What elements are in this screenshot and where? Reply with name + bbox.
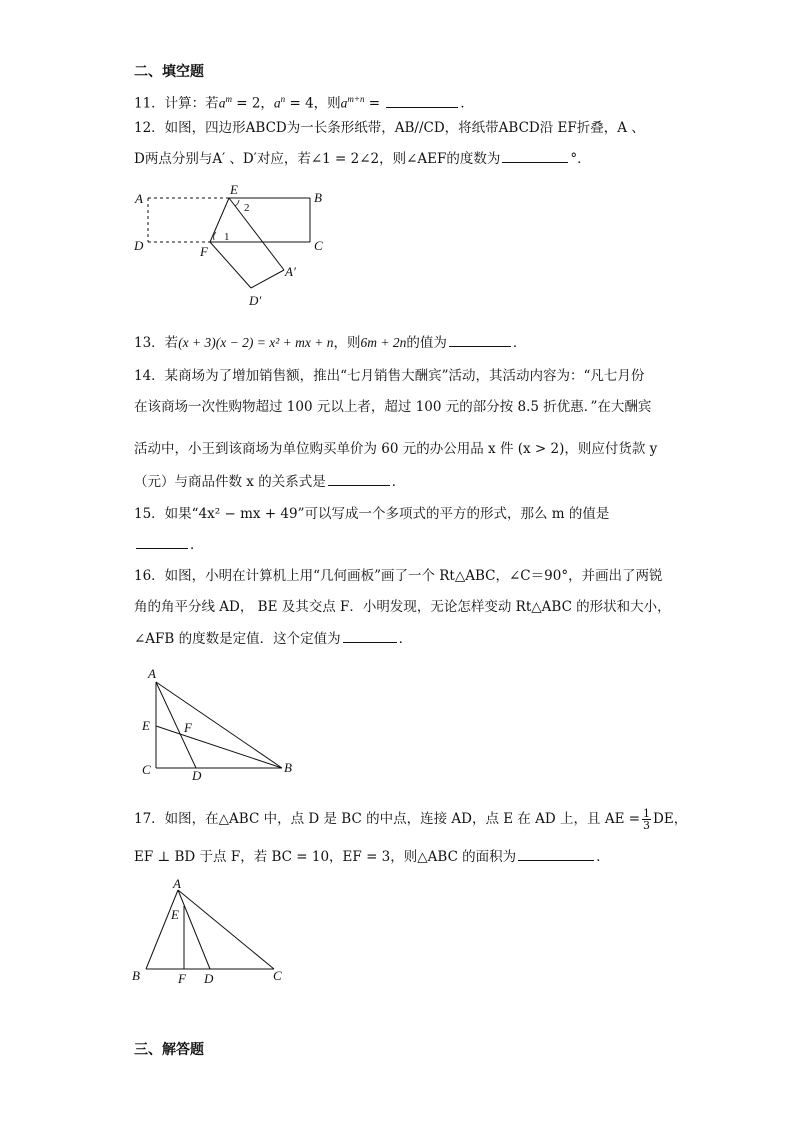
- q16-fig-bisector-be: [156, 726, 282, 768]
- q17-text-1: 17．如图，在△ABC 中，点 D 是 BC 的中点，连接 AD，点 E 在 AD 上，且 AE =: [134, 811, 641, 827]
- question-15-line-2: [134, 534, 204, 555]
- q17-fraction-denominator: 3: [643, 819, 651, 832]
- q17-answer-blank[interactable]: [518, 846, 594, 861]
- q12-text: D两点分别与A′ 、D′对应，若∠1 = 2∠2，则∠AEF的度数为: [134, 151, 501, 167]
- q16-answer-blank[interactable]: [343, 628, 397, 643]
- question-15-line-1: 15．如果“4x² − mx + 49”可以写成一个多项式的平方的形式，那么 m 的值是: [134, 506, 610, 522]
- q11-suffix: ．: [460, 95, 474, 112]
- q15-answer-blank[interactable]: [136, 534, 188, 549]
- question-11: [134, 89, 474, 114]
- q12-fig-label-c: C: [314, 238, 323, 253]
- q13-prefix: 13．若: [134, 335, 179, 351]
- q12-figure: [130, 180, 350, 310]
- question-13: [134, 332, 526, 353]
- q16-figure: [130, 662, 310, 782]
- q16-fig-label-e: E: [142, 718, 150, 733]
- q17-fig-label-c: C: [273, 968, 282, 983]
- question-14-line-3: 活动中，小王到该商场为单位购买单价为 60 元的办公用品 x 件 (x > 2)，则应付货款 y: [134, 441, 658, 457]
- q17-figure: [128, 876, 298, 991]
- q11-exp-mn: m+n: [347, 94, 365, 104]
- q14-suffix: ．: [391, 474, 406, 490]
- q16-fig-label-f: F: [184, 720, 192, 735]
- q12-suffix: °．: [570, 151, 591, 167]
- q11-exp-n: n: [280, 94, 286, 104]
- q12-fig-label-angle-1: 1: [224, 231, 230, 243]
- q12-fig-label-angle-2: 2: [244, 202, 250, 214]
- q16-fig-label-b: B: [284, 760, 292, 775]
- q16-fig-side-ab: [156, 682, 282, 768]
- q11-value-2: = 4，则: [285, 95, 341, 112]
- q12-fig-angle-2-arc: [235, 200, 239, 206]
- q11-prefix: 11．计算：若: [134, 95, 219, 112]
- q12-fig-line-ad: [251, 270, 284, 288]
- question-17-line-2: [134, 846, 610, 867]
- q14-answer-blank[interactable]: [328, 471, 390, 486]
- q17-fraction: [642, 808, 651, 831]
- q11-value-1: = 2，: [231, 95, 274, 112]
- q17-text-2: DE，: [653, 811, 688, 827]
- q16-fig-label-c: C: [142, 762, 151, 777]
- question-12-line-2: [134, 148, 591, 169]
- q16-fig-label-a: A: [148, 666, 156, 681]
- q11-base-a: a: [218, 95, 226, 111]
- q12-fig-line-ea: [229, 198, 284, 270]
- q17-fig-label-d: D: [204, 971, 214, 986]
- q11-exp-m: m: [225, 94, 232, 104]
- q11-base-a3: a: [340, 95, 348, 111]
- q13-suffix: ．: [512, 335, 527, 351]
- q11-base-a2: a: [273, 95, 281, 111]
- q13-expression: (x + 3)(x − 2) = x² + mx + n: [178, 335, 334, 350]
- q11-answer-blank[interactable]: [386, 93, 458, 108]
- q17-text-3: EF ⊥ BD 于点 F，若 BC = 10，EF = 3，则△ABC 的面积为: [134, 849, 517, 865]
- section-heading-fill-in: 二、填空题: [134, 64, 204, 80]
- q16-fig-label-d: D: [192, 768, 202, 782]
- q16-suffix: ．: [398, 631, 413, 647]
- q17-fig-label-f: F: [178, 971, 186, 986]
- question-14-line-4: [134, 471, 405, 492]
- q13-connector: ，则: [333, 335, 361, 351]
- q11-equals: =: [364, 95, 385, 112]
- question-14-line-1: 14．某商场为了增加销售额，推出“七月销售大酬宾”活动，其活动内容为：“凡七月份: [134, 368, 645, 384]
- section-heading-solutions: 三、解答题: [134, 1042, 204, 1058]
- question-14-line-2: 在该商场一次性购物超过 100 元以上者，超过 100 元的部分按 8.5 折优惠．”在大酬宾: [134, 399, 652, 415]
- question-16-line-1: 16．如图，小明在计算机上用“几何画板”画了一个 Rt△ABC，∠C＝90°，并画出了两锐: [134, 568, 663, 584]
- q14-text: （元）与商品件数 x 的关系式是: [134, 474, 326, 490]
- q12-answer-blank[interactable]: [502, 148, 568, 163]
- q15-suffix: ．: [190, 537, 204, 553]
- question-12-line-1: 12．如图，四边形ABCD为一长条形纸带，AB//CD，将纸带ABCD沿 EF折叠，A 、: [134, 120, 645, 136]
- q12-fig-label-b: B: [314, 190, 322, 205]
- q12-fig-label-d-prime: D′: [249, 293, 262, 308]
- question-16-line-2: 角的角平分线 AD， BE 及其交点 F．小明发现，无论怎样变动 Rt△ABC 的形状和大小，: [134, 599, 671, 615]
- q17-fig-label-a: A: [173, 876, 181, 891]
- q17-fraction-numerator: 1: [643, 807, 651, 820]
- q13-answer-blank[interactable]: [449, 332, 511, 347]
- question-17-line-1: [134, 808, 687, 831]
- q13-text: 的值为: [406, 335, 447, 351]
- q16-text: ∠AFB 的度数是定值．这个定值为: [134, 631, 341, 647]
- q17-fig-side-ab: [146, 890, 178, 969]
- q12-fig-label-a: A: [135, 191, 143, 206]
- question-16-line-3: [134, 628, 412, 649]
- q12-fig-label-e: E: [230, 182, 238, 197]
- q17-fig-label-b: B: [132, 968, 140, 983]
- q17-fig-side-ac: [178, 890, 274, 969]
- q17-suffix: ．: [596, 849, 610, 865]
- q12-fig-label-f: F: [200, 244, 208, 259]
- q12-fig-line-fd: [210, 242, 251, 288]
- q13-target-expression: 6m + 2n: [360, 335, 407, 350]
- q12-fig-label-d: D: [134, 238, 144, 253]
- q12-fig-label-a-prime: A′: [285, 264, 296, 279]
- q17-fig-segment-ad: [178, 890, 210, 969]
- q17-fig-label-e: E: [171, 907, 179, 922]
